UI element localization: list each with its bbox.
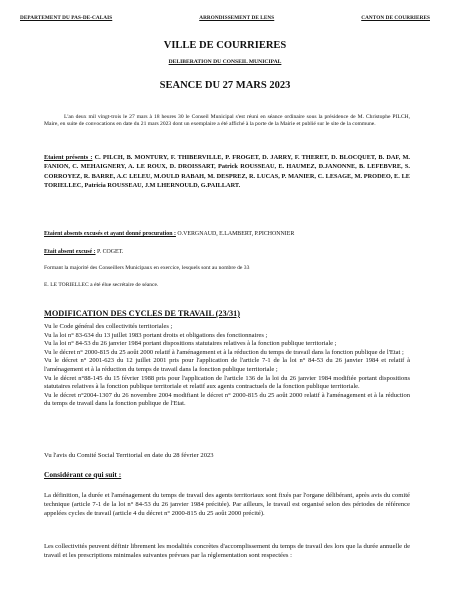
document-subtitle: DELIBERATION DU CONSEIL MUNICIPAL [168,59,282,65]
body-paragraph: Les collectivités peuvent définir librement les modalités concrètes d'accomplissement du temps de travail des lors que la durée annuelle de travail et les prescriptions minimales suivantes prévues par la réglementation sont respectées : [44,543,410,559]
section-heading: MODIFICATION DES CYCLES DE TRAVAIL (23/31) [44,309,241,318]
header-department: DEPARTEMENT DU PAS-DE-CALAIS [20,15,113,21]
header-arrondissement: ARRONDISSEMENT DE LENS [199,15,275,21]
secretary-statement: E. LE TORIELLEC a été élue secrétaire de séance. [44,282,159,288]
excused-label: Etaient absents excusés et ayant donné procuration : [44,231,176,237]
legal-reference: Vu le décret n°2004-1307 du 26 novembre 2004 modifiant le décret n° 2000-815 du 25 août 2000 relatif à l'aménagement et à la réduction du temps de travail dans la fonction publique de l'Etat. [44,391,410,408]
legal-reference: Vu le décret n°88-145 du 15 février 1988 pris pour l'application de l'article 136 de la loi du 26 janvier 1984 modifiée portant dispositions statutaires relatives à la fonction publique territoriale et relatif aux agents contractuels de la fonction publique territoriale. [44,374,410,391]
excused-members [44,230,410,238]
absent-label: Etait absent excusé : [44,249,96,255]
document-title: VILLE DE COURRIERES [163,40,287,51]
legal-reference: Vu le Code général des collectivités territoriales ; [44,323,173,330]
document-header [20,15,430,21]
absent-names: P. COGET. [95,249,124,255]
session-date: SEANCE DU 27 MARS 2023 [159,80,291,91]
header-canton: CANTON DE COURRIERES [361,15,430,21]
present-label: Etaient présents : [44,154,93,161]
intro-paragraph: L'an deux mil vingt-trois le 27 mars à 18 heures 30 le Conseil Municipal s'est réuni en séance ordinaire sous la présidence de M. Christophe PILCH, Maire, en suite de convocations en date du 21 mars 2023 dont un exemplaire a été affiché à la porte de la Mairie et publié sur le site de la commune. [44,114,410,128]
legal-reference: Vu la loi n° 83-634 du 13 juillet 1983 portant droits et obligations des fonctionnaires ; [44,331,268,339]
considering-heading: Considérant ce qui suit : [44,470,122,479]
present-members [44,153,410,190]
legal-references [44,323,410,409]
body-paragraph: La définition, la durée et l'aménagement du temps de travail des agents territoriaux sont fixés par l'organe délibérant, après avis du comité technique (article 7-1 de la loi n° 84-53 du 26 janvier 1984 précitée). Par ailleurs, le travail est organisé selon des périodes de référence appelées cycles de travail (article 4 du décret n° 2000-815 du 25 août 2000 précité). [44,492,410,517]
legal-reference: Vu le décret n° 2001-623 du 12 juillet 2001 pris pour l'application de l'article 7-1 de la loi n° 84-53 du 26 janvier 1984 et relatif à l'aménagement et à la réduction du temps de travail dans la fonction publique territoriale ; [44,357,410,373]
legal-reference: Vu la loi n° 84-53 du 26 janvier 1984 portant dispositions statutaires relatives à la fonction publique territoriale ; [44,340,337,348]
legal-reference: Vu le décret n° 2000-815 du 25 août 2000 relatif à l'aménagement et à la réduction du temps de travail dans la fonction publique de l'Etat ; [44,348,404,356]
excused-names: O.VERGNAUD, E.LAMBERT, P.PICHONNIER [175,231,295,237]
committee-opinion: Vu l'avis du Comité Social Territorial en date du 28 février 2023 [44,452,214,459]
absent-members [44,248,410,256]
present-names: C. PILCH, B. MONTURY, F. THIBERVILLE, P. FROGET, D. JARRY, F. THERET, D. BLOCQUET, B. DAF, M. FANION, C. MEHAIGNERY, A. LE ROUX, D. DROISSART, Patrick ROUSSEAU, E. HAUMEZ, D.JANONNE, B. LEFEBVRE, S. CORROYEZ, R. BARRE, A.C LELEU, M.OULD RABAH, M. DESPREZ, R. LUCAS, P. MANIER, C. LESAGE, M. PRODEO, E. LE TORIELLEC, Patricia ROUSSEAU, J.M LHERNOULD, G.PAILLART. [44,154,410,189]
quorum-statement: Formant la majorité des Conseillers Municipaux en exercice, lesquels sont au nombre de 33 [44,265,250,271]
